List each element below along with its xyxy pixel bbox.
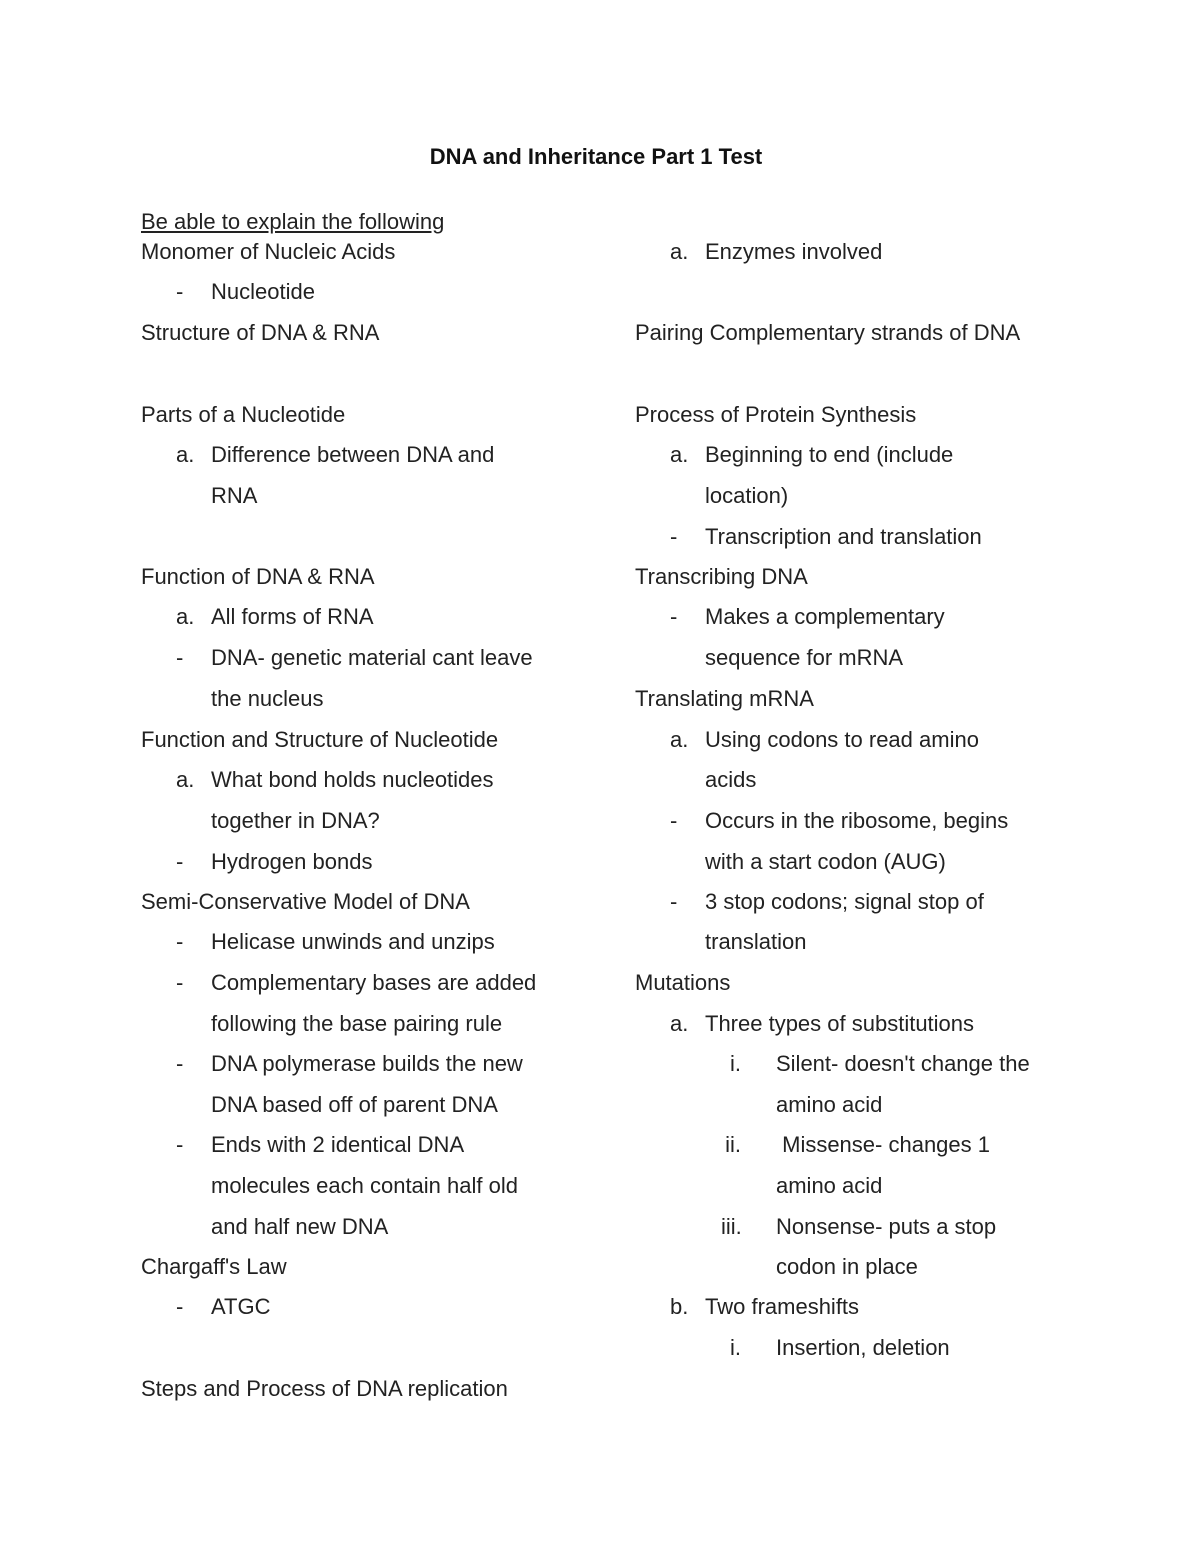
section-heading-monomer: Monomer of Nucleic Acids [141, 239, 396, 264]
section-heading-translating: Translating mRNA [635, 686, 814, 711]
section-heading-replication: Steps and Process of DNA replication [141, 1376, 508, 1401]
section-heading-transcribing: Transcribing DNA [635, 564, 808, 589]
list-item-text: molecules each contain half old [211, 1173, 518, 1198]
list-item-text: Makes a complementary [705, 604, 945, 629]
list-item-text: Insertion, deletion [776, 1335, 950, 1360]
list-item-text: Transcription and translation [705, 524, 982, 549]
list-item-text: ATGC [211, 1294, 271, 1319]
document-title: DNA and Inheritance Part 1 Test [429, 144, 763, 169]
list-marker: - [176, 279, 184, 304]
section-heading-pairing: Pairing Complementary strands of DNA [635, 320, 1021, 345]
list-marker: a. [670, 239, 689, 264]
list-item-text: sequence for mRNA [705, 645, 904, 670]
list-item-text: Nucleotide [211, 279, 315, 304]
list-item-text: Complementary bases are added [211, 970, 537, 995]
list-item-text: following the base pairing rule [211, 1011, 503, 1036]
section-heading-mutations: Mutations [635, 970, 731, 995]
list-item-text: Beginning to end (include [705, 442, 954, 467]
list-marker: - [670, 604, 678, 629]
list-item-text: RNA [211, 483, 258, 508]
list-marker: b. [670, 1294, 689, 1319]
list-item-text: What bond holds nucleotides [211, 767, 494, 792]
list-marker: i. [730, 1051, 741, 1076]
section-heading-structure: Structure of DNA & RNA [141, 320, 380, 345]
list-item-text: Using codons to read amino [705, 727, 979, 752]
list-marker: a. [176, 604, 195, 629]
section-heading-function-structure: Function and Structure of Nucleotide [141, 727, 499, 752]
section-heading-protein-synthesis: Process of Protein Synthesis [635, 402, 917, 427]
list-item-text: and half new DNA [211, 1214, 389, 1239]
list-item-text: amino acid [776, 1173, 883, 1198]
list-item-text: together in DNA? [211, 808, 380, 833]
list-marker: - [176, 1294, 184, 1319]
list-item-text: Silent- doesn't change the [776, 1051, 1030, 1076]
section-heading-parts: Parts of a Nucleotide [141, 402, 346, 427]
list-item-text: Nonsense- puts a stop [776, 1214, 997, 1239]
list-marker: a. [176, 442, 195, 467]
list-item-text: acids [705, 767, 757, 792]
section-heading-function: Function of DNA & RNA [141, 564, 375, 589]
list-item-text: Difference between DNA and [211, 442, 495, 467]
list-marker: - [176, 970, 184, 995]
list-item-text: Ends with 2 identical DNA [211, 1132, 465, 1157]
list-item-text: with a start codon (AUG) [705, 849, 946, 874]
list-marker: - [176, 929, 184, 954]
list-marker: a. [670, 727, 689, 752]
list-item-text: Occurs in the ribosome, begins [705, 808, 1009, 833]
list-item-text: translation [705, 929, 807, 954]
list-item-text: Two frameshifts [705, 1294, 860, 1319]
intro-text: Be able to explain the following [141, 209, 445, 234]
list-item-text: Three types of substitutions [705, 1011, 975, 1036]
list-marker: a. [670, 442, 689, 467]
list-item-text: DNA polymerase builds the new [211, 1051, 523, 1076]
list-item-text: codon in place [776, 1254, 918, 1279]
list-marker: - [176, 1132, 184, 1157]
list-marker: ii. [725, 1132, 741, 1157]
list-item-text: amino acid [776, 1092, 883, 1117]
list-marker: - [176, 1051, 184, 1076]
section-heading-chargaff: Chargaff's Law [141, 1254, 287, 1279]
list-item-text: All forms of RNA [211, 604, 374, 629]
list-item-text: 3 stop codons; signal stop of [705, 889, 984, 914]
list-marker: a. [176, 767, 195, 792]
list-marker: iii. [721, 1214, 742, 1239]
list-marker: a. [670, 1011, 689, 1036]
list-marker: i. [730, 1335, 741, 1360]
list-marker: - [670, 808, 678, 833]
list-item-text: DNA based off of parent DNA [211, 1092, 498, 1117]
list-marker: - [176, 849, 184, 874]
list-item-text: DNA- genetic material cant leave [211, 645, 533, 670]
list-item-text: location) [705, 483, 789, 508]
list-item-text: the nucleus [211, 686, 324, 711]
list-marker: - [670, 524, 678, 549]
list-item-text: Hydrogen bonds [211, 849, 373, 874]
list-marker: - [670, 889, 678, 914]
section-heading-semi-conservative: Semi-Conservative Model of DNA [141, 889, 470, 914]
list-item-text: Missense- changes 1 [776, 1132, 990, 1157]
list-item-text: Helicase unwinds and unzips [211, 929, 495, 954]
list-marker: - [176, 645, 184, 670]
list-item-text: Enzymes involved [705, 239, 883, 264]
